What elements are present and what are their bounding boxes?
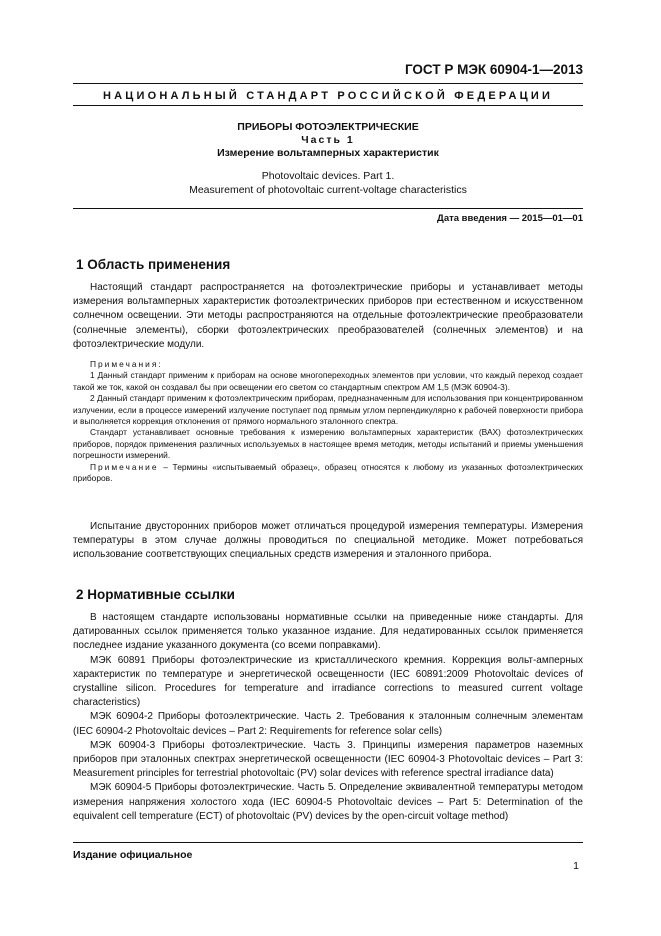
note-3-label: Примечание <box>90 461 159 472</box>
note-2: 2 Данный стандарт применим к фотоэлектрическим приборам, предназначенным для использования при концентрированном излучении, если в процессе измерений излучение поступает под прямым углом перпендикулярно к рабочей поверхности прибора и выполняется коррекция отклонения от прямого нормального эталонного спектра. <box>73 393 583 427</box>
reference-iec-60904-3: МЭК 60904-3 Приборы фотоэлектрические. Часть 3. Принципы измерения параметров наземных приборов при эталонных спектрах энергетической освещенности (IEC 60904-3 Photovoltaic devices – Part 3: Measurement principles for terrestrial photovoltaic (PV) solar devices with reference spectral irradiance data) <box>73 739 583 780</box>
note-3-text: – Термины «испытываемый образец», образец относятся к любому из указанных фотоэлектрических приборов. <box>73 461 583 484</box>
title-subtitle: Измерение вольтамперных характеристик <box>217 147 439 159</box>
section-1-paragraph-2 <box>73 520 583 563</box>
title-main: ПРИБОРЫ ФОТОЭЛЕКТРИЧЕСКИЕ <box>237 121 419 133</box>
note-1: 1 Данный стандарт применим к приборам на основе многопереходных элементов при условии, что каждый переход создает такой же ток, какой он создавал бы при освещении его светом со стандартным спектром АМ 1,5 (МЭК 60904-3). <box>73 370 583 392</box>
date-rule <box>73 208 583 209</box>
reference-iec-60891: МЭК 60891 Приборы фотоэлектрические из кристаллического кремния. Коррекция вольт-амперных характеристик по температуре и энергетической освещенности (IEC 60891:2009 Photovoltaic devices of crystalline silicon. Procedures for temperature and irradiance corrections to measured current voltage characteristics) <box>73 654 583 709</box>
document-code: ГОСТ Р МЭК 60904-1—2013 <box>404 62 583 77</box>
section-1-heading: 1 Область применения <box>76 257 231 272</box>
footer-rule <box>73 842 583 843</box>
reference-iec-60904-5: МЭК 60904-5 Приборы фотоэлектрические. Часть 5. Определение эквивалентной температуры методом измерения напряжения холостого хода (IEC 60904-5 Photovoltaic devices – Part 5: Determination of the equivalent cell temperature (ECT) of photovoltaic (PV) devices by the open-circuit voltage method) <box>73 782 583 822</box>
title-english-line2: Measurement of photovoltaic current-voltage characteristics <box>189 184 467 196</box>
title-english-line1: Photovoltaic devices. Part 1. <box>261 170 395 182</box>
section-2-body <box>73 611 583 824</box>
page-number: 1 <box>573 860 579 872</box>
note-3 <box>73 462 583 485</box>
section-2-heading: 2 Нормативные ссылки <box>76 587 235 602</box>
reference-iec-60904-2: МЭК 60904-2 Приборы фотоэлектрические. Часть 2. Требования к эталонным солнечным элементам (IEC 60904-2 Photovoltaic devices – Part 2: Requirements for reference solar cells) <box>73 711 583 737</box>
header-rule-bottom <box>73 105 583 106</box>
requirements-text: Стандарт устанавливает основные требования к измерению вольтамперных характеристик (ВАХ) фотоэлектрических приборов, порядок применения различных используемых в настоящее время методик, методы испытаний и приемы уменьшения погрешности измерений. <box>73 427 583 461</box>
notes-label: Примечания: <box>90 359 163 369</box>
title-part: Часть 1 <box>301 134 355 146</box>
bifacial-text: Испытание двусторонних приборов может отличаться процедурой измерения температуры. Измерения температуры в этом случае должны проводиться по специальной методике. Может потребоваться использование соответствующих специальных средств измерения и эталонного прибора. <box>73 521 583 561</box>
section-1-paragraph-1 <box>73 281 583 352</box>
references-intro: В настоящем стандарте использованы нормативные ссылки на приведенные ниже стандарты. Для датированных ссылок применяется только указанное издание. Для недатированных ссылок применяется последнее издание указанного документа (со всеми поправками). <box>73 612 583 652</box>
introduction-date: Дата введения — 2015—01—01 <box>437 213 583 224</box>
official-edition-label: Издание официальное <box>73 849 193 861</box>
scope-text: Настоящий стандарт распространяется на фотоэлектрические приборы и устанавливает методы измерения вольтамперных характеристик фотоэлектрических приборов при естественном и искусственном солнечном освещении. Эти методы распространяются на отдельные фотоэлектрические преобразователи (солнечные элементы), сборки фотоэлектрических преобразователей (солнечных элементов) и на фотоэлектрические модули. <box>73 282 583 350</box>
national-standard-banner: НАЦИОНАЛЬНЫЙ СТАНДАРТ РОССИЙСКОЙ ФЕДЕРАЦИИ <box>102 90 554 102</box>
header-rule-top <box>73 83 583 84</box>
section-1-notes <box>73 359 583 484</box>
